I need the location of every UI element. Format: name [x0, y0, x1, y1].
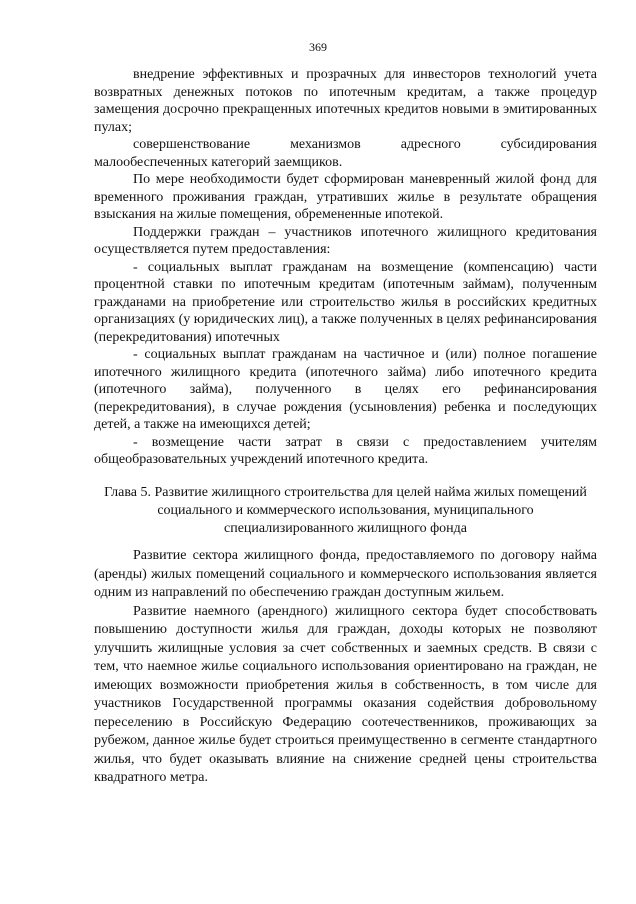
paragraph: Поддержки граждан – участников ипотечного жилищного кредитования осуществляется путем предоставления: [94, 224, 597, 257]
paragraph: Развитие наемного (арендного) жилищного сектора будет способствовать повышению доступности жилья для граждан, доходы которых не позволяют улучшить жилищные условия за счет собственных и заемных средств. В связи с тем, что наемное жилье социального использования ориентировано на граждан, не имеющих возможности приобретения жилья в собственность, в том числе для участников Государственной программы оказания содействия добровольному переселению в Российскую Федерацию соотечественников, проживающих за рубежом, данное жилье будет строиться преимущественно в сегменте стандартного жилья, что будет оказывать влияние на снижение средней цены строительства квадратного метра. [94, 603, 597, 785]
paragraph: По мере необходимости будет сформирован маневренный жилой фонд для временного проживания граждан, утративших жилье в результате обращения взыскания на жилые помещения, обремененные ипотекой. [94, 172, 597, 222]
top-text-block [94, 66, 597, 469]
list-item: - социальных выплат гражданам на частичное и (или) полное погашение ипотечного жилищного кредита (ипотечного займа) либо ипотечного кредита (ипотечного займа), полученного в целях его рефинансирования (перекредитования), в случае рождения (усыновления) ребенка и последующих детей, а также на имеющихся детей; [94, 347, 597, 432]
list-item: - социальных выплат гражданам на возмещение (компенсацию) части процентной ставки по ипотечным кредитам (ипотечным займам), полученным гражданами на приобретение или строительство жилья в российских кредитных организациях (у юридических лиц), а также полученных в целях рефинансирования (перекредитования) ипотечных [94, 259, 597, 345]
list-item: - возмещение части затрат в связи с предоставлением учителям общеобразовательных учреждений ипотечного кредита. [94, 434, 597, 467]
bottom-text-block [94, 547, 597, 788]
paragraph: Развитие сектора жилищного фонда, предоставляемого по договору найма (аренды) жилых помещений социального и коммерческого использования является одним из направлений по обеспечению граждан доступным жильем. [94, 548, 597, 600]
chapter-heading: Глава 5. Развитие жилищного строительства для целей найма жилых помещений социального и коммерческого использования, муниципального специализированного жилищного фонда [104, 485, 587, 536]
page-number: 369 [309, 40, 327, 54]
paragraph: совершенствование механизмов адресного субсидирования малообеспеченных категорий заемщиков. [94, 137, 597, 170]
paragraph: внедрение эффективных и прозрачных для инвесторов технологий учета возвратных денежных потоков по ипотечным кредитам, а также процедур замещения досрочно прекращенных ипотечных кредитов новыми в эмитированных пулах; [94, 67, 597, 135]
